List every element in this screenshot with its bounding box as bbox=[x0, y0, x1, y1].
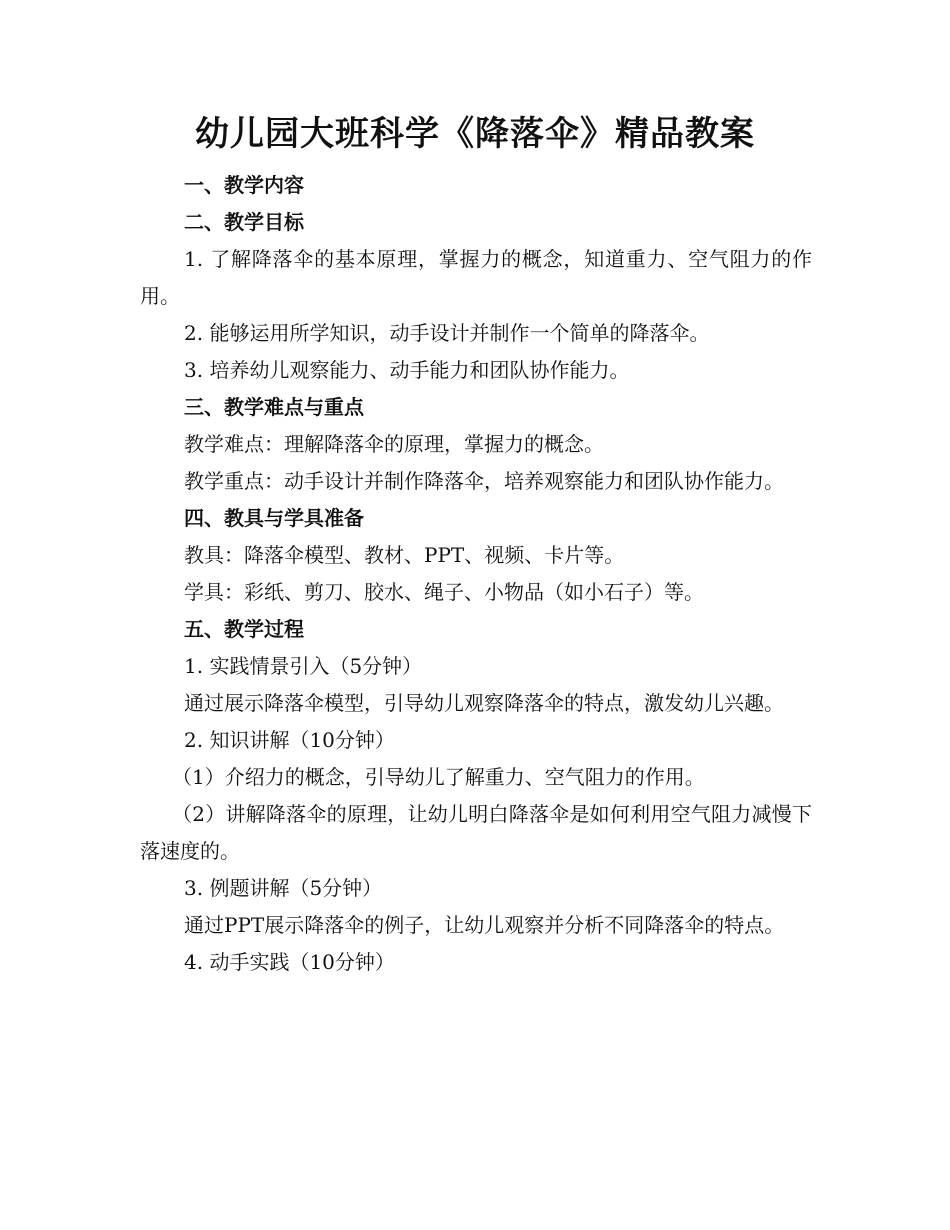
paragraph: 教具：降落伞模型、教材、PPT、视频、卡片等。 bbox=[184, 543, 625, 567]
section-heading: 一、教学内容 bbox=[184, 173, 304, 197]
document-body bbox=[140, 167, 812, 981]
paragraph: 通过PPT展示降落伞的例子，让幼儿观察并分析不同降落伞的特点。 bbox=[184, 913, 785, 937]
section-heading: 三、教学难点与重点 bbox=[184, 395, 364, 419]
section-heading: 五、教学过程 bbox=[184, 617, 304, 641]
paragraph: （2）讲解降落伞的原理，让幼儿明白降落伞是如何利用空气阻力减慢下落速度的。 bbox=[140, 802, 812, 863]
paragraph: 1. 实践情景引入（5分钟） bbox=[184, 654, 423, 678]
paragraph: 教学难点：理解降落伞的原理，掌握力的概念。 bbox=[184, 432, 604, 456]
section-heading: 四、教具与学具准备 bbox=[184, 506, 364, 530]
paragraph: 3. 培养幼儿观察能力、动手能力和团队协作能力。 bbox=[184, 358, 630, 382]
paragraph: 2. 知识讲解（10分钟） bbox=[184, 728, 395, 752]
section-heading: 二、教学目标 bbox=[184, 210, 304, 234]
paragraph: （1）介绍力的概念，引导幼儿了解重力、空气阻力的作用。 bbox=[172, 765, 705, 789]
paragraph: 学具：彩纸、剪刀、胶水、绳子、小物品（如小石子）等。 bbox=[184, 580, 704, 604]
paragraph: 1. 了解降落伞的基本原理，掌握力的概念，知道重力、空气阻力的作用。 bbox=[140, 247, 812, 308]
paragraph: 4. 动手实践（10分钟） bbox=[184, 950, 395, 974]
paragraph: 通过展示降落伞模型，引导幼儿观察降落伞的特点，激发幼儿兴趣。 bbox=[184, 691, 784, 715]
paragraph: 2. 能够运用所学知识，动手设计并制作一个简单的降落伞。 bbox=[184, 321, 710, 345]
document-title: 幼儿园大班科学《降落伞》精品教案 bbox=[195, 114, 755, 154]
paragraph: 教学重点：动手设计并制作降落伞，培养观察能力和团队协作能力。 bbox=[184, 469, 784, 493]
paragraph: 3. 例题讲解（5分钟） bbox=[184, 876, 383, 900]
